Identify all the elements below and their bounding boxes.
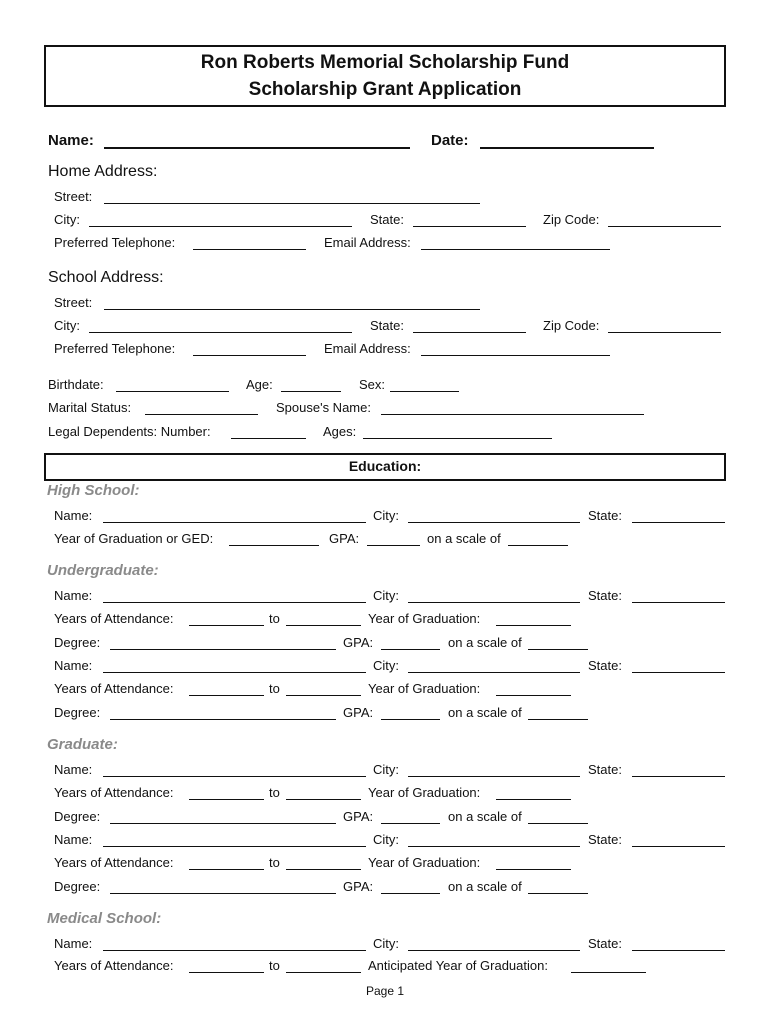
ug1-year-grad-field[interactable]: [496, 625, 571, 626]
ug1-gpa-label: GPA:: [343, 635, 374, 650]
home-state-field[interactable]: [413, 226, 526, 227]
gr2-state-field[interactable]: [632, 846, 725, 847]
gr2-degree-label: Degree:: [54, 879, 101, 894]
home-phone-label: Preferred Telephone:: [54, 235, 176, 250]
gr2-degree-field[interactable]: [110, 893, 336, 894]
home-zip-label: Zip Code:: [543, 212, 600, 227]
school-email-label: Email Address:: [324, 341, 411, 356]
dependents-label: Legal Dependents: Number:: [48, 424, 211, 439]
hs-city-label: City:: [373, 508, 399, 523]
ug2-city-label: City:: [373, 658, 399, 673]
gr2-gpa-field[interactable]: [381, 893, 440, 894]
ug1-state-field[interactable]: [632, 602, 725, 603]
title-box: [44, 45, 726, 107]
ug2-years-to-field[interactable]: [286, 695, 361, 696]
school-street-label: Street:: [54, 295, 93, 310]
graduate-heading: Graduate:: [47, 736, 118, 753]
ug1-name-label: Name:: [54, 588, 93, 603]
med-name-label: Name:: [54, 936, 93, 951]
gr1-name-field[interactable]: [103, 776, 366, 777]
education-heading: Education:: [348, 458, 422, 474]
hs-scale-label: on a scale of: [427, 531, 501, 546]
school-phone-label: Preferred Telephone:: [54, 341, 176, 356]
med-years-label: Years of Attendance:: [54, 958, 174, 973]
gr2-scale-label: on a scale of: [448, 879, 522, 894]
ug2-name-field[interactable]: [103, 672, 366, 673]
ug2-year-grad-label: Year of Graduation:: [368, 681, 481, 696]
ug2-years-from-field[interactable]: [189, 695, 264, 696]
ug1-degree-label: Degree:: [54, 635, 101, 650]
hs-name-field[interactable]: [103, 522, 366, 523]
hs-year-field[interactable]: [229, 545, 319, 546]
form-title: Ron Roberts Memorial Scholarship Fund: [200, 52, 570, 73]
spouse-label: Spouse's Name:: [276, 400, 371, 415]
age-field[interactable]: [281, 391, 341, 392]
school-zip-field[interactable]: [608, 332, 721, 333]
hs-gpa-label: GPA:: [329, 531, 360, 546]
home-city-label: City:: [54, 212, 80, 227]
gr1-degree-field[interactable]: [110, 823, 336, 824]
ug1-to-label: to: [269, 611, 280, 626]
marital-field[interactable]: [145, 414, 258, 415]
ug1-state-label: State:: [588, 588, 622, 603]
ug2-gpa-field[interactable]: [381, 719, 440, 720]
gr1-gpa-field[interactable]: [381, 823, 440, 824]
ug2-city-field[interactable]: [408, 672, 580, 673]
ug1-scale-label: on a scale of: [448, 635, 522, 650]
gr1-gpa-label: GPA:: [343, 809, 374, 824]
hs-state-label: State:: [588, 508, 622, 523]
ug1-degree-field[interactable]: [110, 649, 336, 650]
home-phone-field[interactable]: [193, 249, 306, 250]
dependents-number-field[interactable]: [231, 438, 306, 439]
gr2-city-field[interactable]: [408, 846, 580, 847]
home-email-field[interactable]: [421, 249, 610, 250]
ug1-city-label: City:: [373, 588, 399, 603]
med-anticipated-label: Anticipated Year of Graduation:: [368, 958, 548, 973]
gr2-city-label: City:: [373, 832, 399, 847]
school-city-label: City:: [54, 318, 80, 333]
gr1-state-label: State:: [588, 762, 622, 777]
date-field[interactable]: [480, 147, 654, 149]
form-subtitle: Scholarship Grant Application: [248, 79, 522, 100]
med-anticipated-field[interactable]: [571, 972, 646, 973]
med-name-field[interactable]: [103, 950, 366, 951]
gr1-scale-field[interactable]: [528, 823, 588, 824]
gr2-name-field[interactable]: [103, 846, 366, 847]
ug2-degree-field[interactable]: [110, 719, 336, 720]
gr1-city-label: City:: [373, 762, 399, 777]
hs-gpa-field[interactable]: [367, 545, 420, 546]
ug1-years-to-field[interactable]: [286, 625, 361, 626]
home-state-label: State:: [370, 212, 404, 227]
school-state-label: State:: [370, 318, 404, 333]
ug1-years-label: Years of Attendance:: [54, 611, 174, 626]
home-address-heading: Home Address:: [48, 163, 158, 180]
medical-school-heading: Medical School:: [47, 910, 162, 927]
home-zip-field[interactable]: [608, 226, 721, 227]
name-field[interactable]: [104, 147, 410, 149]
page-number: Page 1: [366, 984, 405, 998]
gr2-year-grad-label: Year of Graduation:: [368, 855, 481, 870]
gr1-years-to-field[interactable]: [286, 799, 361, 800]
dependents-ages-label: Ages:: [323, 424, 357, 439]
gr1-to-label: to: [269, 785, 280, 800]
undergraduate-heading: Undergraduate:: [47, 562, 159, 579]
marital-label: Marital Status:: [48, 400, 132, 415]
gr2-years-from-field[interactable]: [189, 869, 264, 870]
gr2-year-grad-field[interactable]: [496, 869, 571, 870]
school-phone-field[interactable]: [193, 355, 306, 356]
med-state-label: State:: [588, 936, 622, 951]
med-to-label: to: [269, 958, 280, 973]
gr1-years-label: Years of Attendance:: [54, 785, 174, 800]
gr1-degree-label: Degree:: [54, 809, 101, 824]
ug1-years-from-field[interactable]: [189, 625, 264, 626]
gr1-city-field[interactable]: [408, 776, 580, 777]
gr1-year-grad-label: Year of Graduation:: [368, 785, 481, 800]
hs-year-label: Year of Graduation or GED:: [54, 531, 214, 546]
spouse-field[interactable]: [381, 414, 644, 415]
gr1-name-label: Name:: [54, 762, 93, 777]
gr2-name-label: Name:: [54, 832, 93, 847]
school-address-heading: School Address:: [48, 269, 164, 286]
med-city-field[interactable]: [408, 950, 580, 951]
sex-label: Sex:: [359, 377, 386, 392]
home-email-label: Email Address:: [324, 235, 411, 250]
ug1-scale-field[interactable]: [528, 649, 588, 650]
birthdate-label: Birthdate:: [48, 377, 104, 392]
sex-field[interactable]: [390, 391, 459, 392]
med-state-field[interactable]: [632, 950, 725, 951]
hs-name-label: Name:: [54, 508, 93, 523]
gr2-state-label: State:: [588, 832, 622, 847]
date-label: Date:: [431, 132, 469, 149]
med-years-from-field[interactable]: [189, 972, 264, 973]
name-label: Name:: [48, 132, 94, 149]
school-street-field[interactable]: [104, 309, 480, 310]
dependents-ages-field[interactable]: [363, 438, 552, 439]
education-box: [44, 453, 726, 481]
gr2-scale-field[interactable]: [528, 893, 588, 894]
ug2-scale-label: on a scale of: [448, 705, 522, 720]
ug1-year-grad-label: Year of Graduation:: [368, 611, 481, 626]
school-city-field[interactable]: [89, 332, 352, 333]
gr2-to-label: to: [269, 855, 280, 870]
age-label: Age:: [246, 377, 273, 392]
ug2-scale-field[interactable]: [528, 719, 588, 720]
gr2-gpa-label: GPA:: [343, 879, 374, 894]
ug1-name-field[interactable]: [103, 602, 366, 603]
gr1-year-grad-field[interactable]: [496, 799, 571, 800]
ug2-year-grad-field[interactable]: [496, 695, 571, 696]
high-school-heading: High School:: [47, 482, 140, 499]
home-street-field[interactable]: [104, 203, 480, 204]
gr1-years-from-field[interactable]: [189, 799, 264, 800]
ug2-years-label: Years of Attendance:: [54, 681, 174, 696]
hs-city-field[interactable]: [408, 522, 580, 523]
hs-scale-field[interactable]: [508, 545, 568, 546]
ug2-name-label: Name:: [54, 658, 93, 673]
ug1-city-field[interactable]: [408, 602, 580, 603]
med-city-label: City:: [373, 936, 399, 951]
gr1-state-field[interactable]: [632, 776, 725, 777]
gr1-scale-label: on a scale of: [448, 809, 522, 824]
ug1-gpa-field[interactable]: [381, 649, 440, 650]
ug2-degree-label: Degree:: [54, 705, 101, 720]
home-city-field[interactable]: [89, 226, 352, 227]
hs-state-field[interactable]: [632, 522, 725, 523]
ug2-state-label: State:: [588, 658, 622, 673]
ug2-gpa-label: GPA:: [343, 705, 374, 720]
birthdate-field[interactable]: [116, 391, 229, 392]
ug2-state-field[interactable]: [632, 672, 725, 673]
med-years-to-field[interactable]: [286, 972, 361, 973]
ug2-to-label: to: [269, 681, 280, 696]
school-email-field[interactable]: [421, 355, 610, 356]
school-state-field[interactable]: [413, 332, 526, 333]
home-street-label: Street:: [54, 189, 93, 204]
gr2-years-label: Years of Attendance:: [54, 855, 174, 870]
gr2-years-to-field[interactable]: [286, 869, 361, 870]
school-zip-label: Zip Code:: [543, 318, 600, 333]
